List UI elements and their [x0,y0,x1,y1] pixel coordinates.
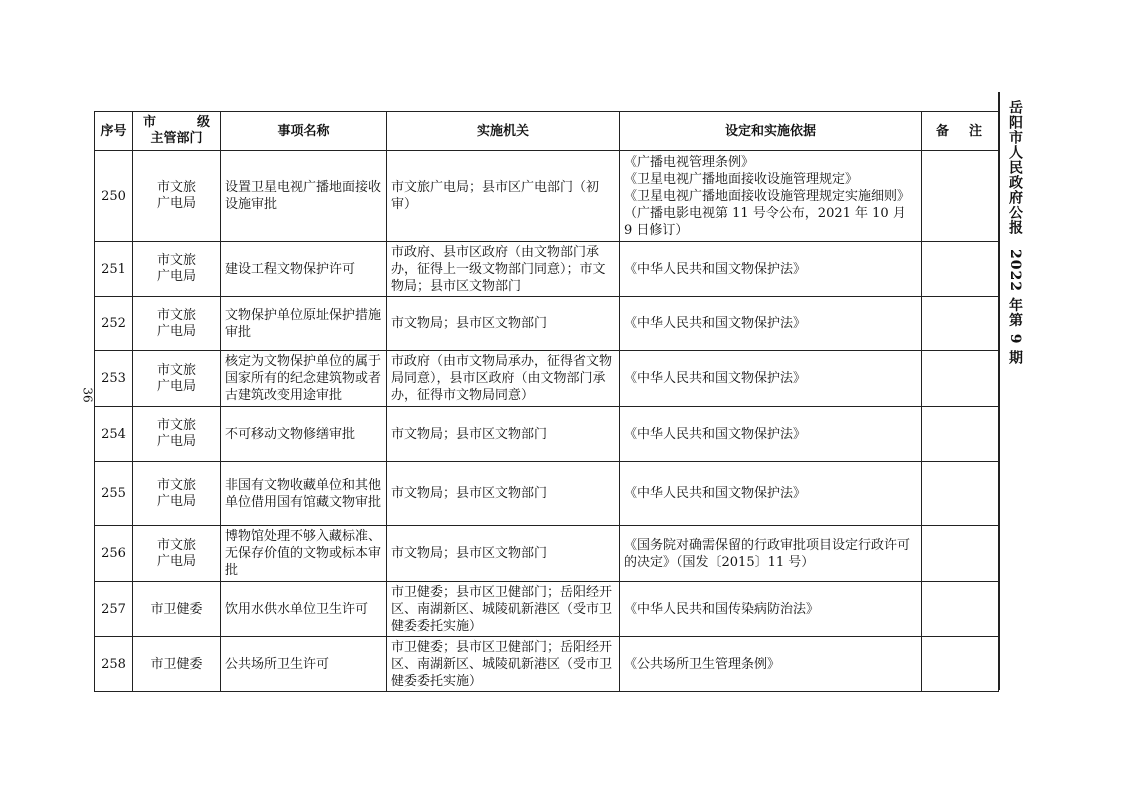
cell-agency: 市政府（由市文物局承办，征得省文物局同意），县市区政府（由文物部门承办，征得市文物局同意） [387,351,620,407]
cell-seq: 256 [95,526,133,582]
running-header [1005,100,1025,365]
table-row [95,151,999,242]
issue-label: 2022 年第 9 期 [1007,249,1023,366]
cell-dept: 市文旅 广电局 [133,462,221,526]
cell-seq: 258 [95,637,133,692]
cell-agency: 市文物局；县市区文物部门 [387,297,620,351]
cell-seq: 255 [95,462,133,526]
table-row [95,637,999,692]
cell-basis: 《中华人民共和国文物保护法》 [620,407,922,462]
table-row [95,297,999,351]
cell-basis: 《中华人民共和国文物保护法》 [620,462,922,526]
cell-dept: 市文旅 广电局 [133,297,221,351]
table-row [95,242,999,297]
header-item: 事项名称 [221,112,387,151]
administrative-permit-table [94,111,999,692]
cell-basis: 《公共场所卫生管理条例》 [620,637,922,692]
cell-dept: 市文旅 广电局 [133,151,221,242]
cell-basis: 《广播电视管理条例》 《卫星电视广播地面接收设施管理规定》 《卫星电视广播地面接收设施管理规定实施细则》（广播电影电视第 11 号令公布，2021 年 10 月 9 日修订） [620,151,922,242]
cell-basis: 《中华人民共和国传染病防治法》 [620,582,922,637]
cell-note [922,637,999,692]
cell-note [922,407,999,462]
table-header-row [95,112,999,151]
header-agency: 实施机关 [387,112,620,151]
header-basis: 设定和实施依据 [620,112,922,151]
cell-note [922,351,999,407]
cell-item: 非国有文物收藏单位和其他单位借用国有馆藏文物审批 [221,462,387,526]
cell-agency: 市卫健委；县市区卫健部门；岳阳经开区、南湖新区、城陵矶新港区（受市卫健委委托实施） [387,637,620,692]
cell-seq: 252 [95,297,133,351]
margin-rule [998,92,1000,690]
cell-item: 文物保护单位原址保护措施审批 [221,297,387,351]
cell-note [922,297,999,351]
table-row [95,351,999,407]
cell-item: 公共场所卫生许可 [221,637,387,692]
cell-dept: 市文旅 广电局 [133,526,221,582]
cell-item: 不可移动文物修缮审批 [221,407,387,462]
cell-item: 博物馆处理不够入藏标准、无保存价值的文物或标本审批 [221,526,387,582]
cell-note [922,242,999,297]
cell-agency: 市卫健委；县市区卫健部门；岳阳经开区、南湖新区、城陵矶新港区（受市卫健委委托实施） [387,582,620,637]
journal-title: 岳阳市人民政府公报 [1007,100,1023,235]
cell-seq: 254 [95,407,133,462]
cell-basis: 《国务院对确需保留的行政审批项目设定行政许可的决定》（国发〔2015〕11 号） [620,526,922,582]
table-row [95,462,999,526]
cell-basis: 《中华人民共和国文物保护法》 [620,242,922,297]
page-number: 36 [80,387,95,403]
cell-item: 设置卫星电视广播地面接收设施审批 [221,151,387,242]
cell-basis: 《中华人民共和国文物保护法》 [620,297,922,351]
cell-agency: 市文物局；县市区文物部门 [387,526,620,582]
cell-agency: 市文物局；县市区文物部门 [387,462,620,526]
cell-dept: 市文旅 广电局 [133,242,221,297]
header-seq: 序号 [95,112,133,151]
cell-seq: 251 [95,242,133,297]
table-row [95,407,999,462]
cell-dept: 市文旅 广电局 [133,407,221,462]
cell-seq: 257 [95,582,133,637]
table-row [95,526,999,582]
cell-note [922,151,999,242]
cell-seq: 250 [95,151,133,242]
table-row [95,582,999,637]
cell-item: 核定为文物保护单位的属于国家所有的纪念建筑物或者古建筑改变用途审批 [221,351,387,407]
cell-dept: 市卫健委 [133,582,221,637]
header-note: 备 注 [922,112,999,151]
cell-note [922,526,999,582]
cell-item: 建设工程文物保护许可 [221,242,387,297]
cell-agency: 市文旅广电局；县市区广电部门（初审） [387,151,620,242]
cell-seq: 253 [95,351,133,407]
cell-agency: 市文物局；县市区文物部门 [387,407,620,462]
cell-dept: 市文旅 广电局 [133,351,221,407]
cell-note [922,582,999,637]
cell-dept: 市卫健委 [133,637,221,692]
cell-agency: 市政府、县市区政府（由文物部门承办，征得上一级文物部门同意）；市文物局；县市区文物部门 [387,242,620,297]
cell-item: 饮用水供水单位卫生许可 [221,582,387,637]
header-dept: 市 级 主管部门 [133,112,221,151]
cell-note [922,462,999,526]
cell-basis: 《中华人民共和国文物保护法》 [620,351,922,407]
